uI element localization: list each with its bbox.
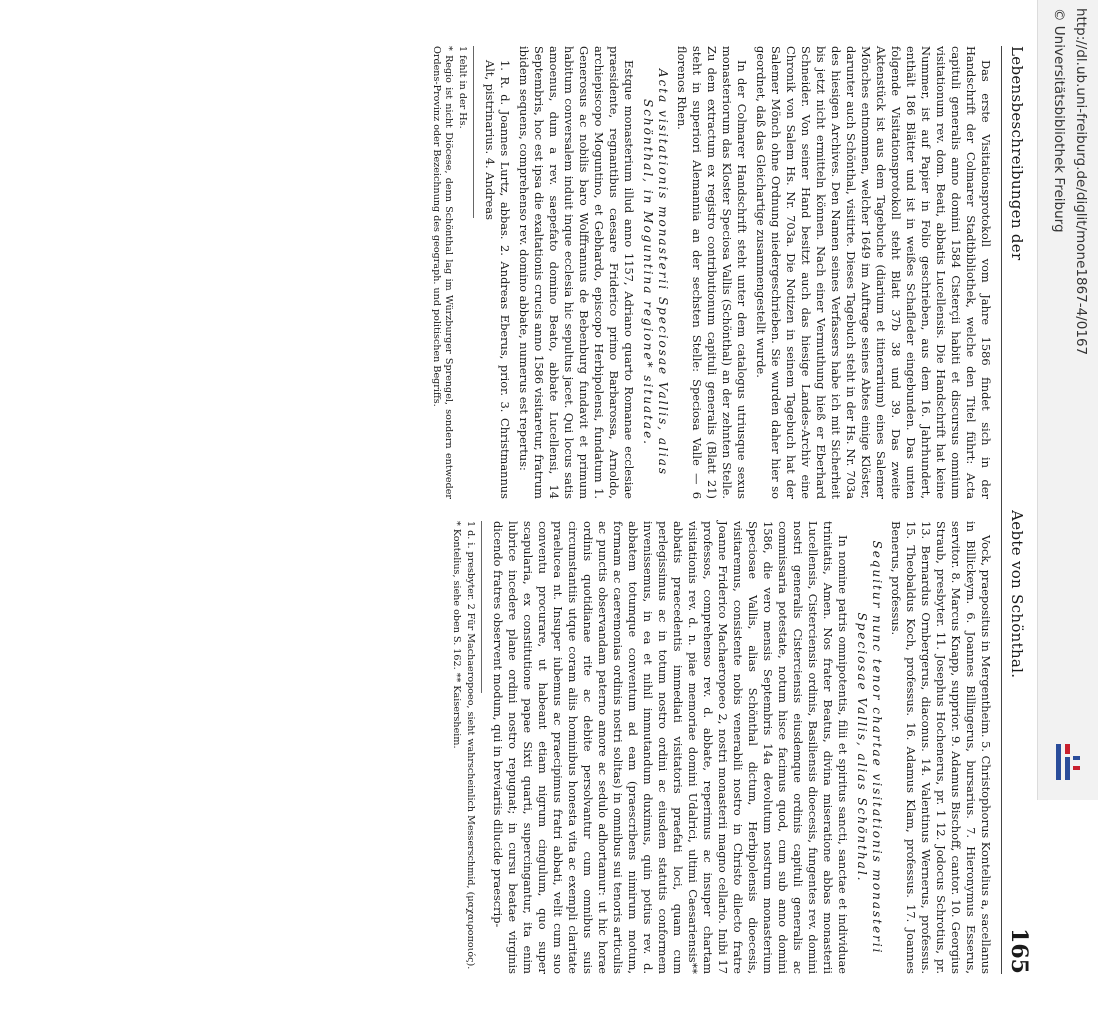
- page-number: 165: [1006, 928, 1032, 974]
- section-heading: Acta visitationis monasterii Speciosae Vallis, alias Schönthal, in Moguntina regione* situatae.: [641, 68, 670, 477]
- footnote: * Regio ist nicht Diöcese, denn Schönthal lag im Würzburger Sprengel, sondern entweder Ordens-Provinz oder Bezeichnung des geograph. und politischen Begriffs.: [431, 46, 454, 499]
- running-head-right: Aebte von Schönthal.: [1008, 510, 1026, 679]
- running-head: [1001, 46, 1032, 974]
- sidebar-text: [1048, 8, 1092, 355]
- book-page: [278, 10, 1038, 1010]
- text-columns: [428, 46, 993, 974]
- footnote: * Kontelius, siehe oben S. 162. ** Kaisersheim.: [451, 521, 462, 749]
- library-sidebar: [1037, 0, 1098, 800]
- footnote: 1 fehlt in der Hs.: [457, 46, 468, 129]
- copyright-notice: © Universitätsbibliothek Freiburg: [1051, 8, 1067, 233]
- footnotes: [430, 46, 468, 499]
- left-column: [428, 46, 993, 499]
- paragraph: In nomine patris omnipotentis, filii et spiritus sancti, sanctae et individuae trinitatis, Amen. Nos frater Beatus, divina miseratione abbas monasterii Lucellensis, Cisterciensis ordinis, Basiliensis dioecesis, fungentes rev. domini nostri generalis Cisterciensis eiusdemque ordinis capituli generalis ac commissaria potestate, notum hisce facimus quod, cum sub anno domini 1586, die vero mensis Septembris 14a devolutum nostrum monasterium Speciosae Vallis, alias Schönthal dictum, Herbipolensis dioecesis, visitaremus, consistente nobis venerabili nostro in Christo dilecto fratre Joanne Friderico Machaeropoeo 2, nostri monasterii magno cellario. Inibi 17 professos, comprehenso rev. d. abbate, reperimus ac insuper chartam visitationis rev. d. n. piae memoriae domini Udalrici, ultimi Caesariensis** abbatis praecedentis immediati visitatoris praefati loci, quam cum perlegissimus ac in totum nostro ordini ac eiusdem statutis conformem invenissemus, in ea et nihil immutandum duximus, quin potius rev. d. abbatem totumque conventum ad eam (praescribens nimirum motum, formam ac caeremonias ordinis nostri solitas) in omnibus sui tenoris articulis ac punctis observandam paterno amore ac sedulo adhortamur: ut hic horae ordinis quotidianae rite ac debite persolvantur cum omnibus suis circumstantiis utque coram aliis hominibus honesta vita ac exempli claritate praelucea nt. Insuper iubemus ac praecipimus fratri abbati, velit cum suo conventu procurare, ut habeant etiam nigrum cingulum, quo super scapularia, ex constitutione papae Sixti quarti, supercingantur, ita enim lubrice incedere plane ordini nostro repugnat; in cursu beatae virginis dicendo fratres observent modum, qui in breviariis dilucide praescrip-: [491, 521, 850, 974]
- section-heading: Sequitur nunc tenor chartae visitationis monasterii Speciosae Vallis, alias Schönthal.: [855, 540, 884, 955]
- paragraph: In der Colmarer Handschrift steht unter dem catalogus utriusque sexus monasteriorum das Kloster Speciosa Vallis (Schönthal) an der zehnten Stelle. Zu dem extractum ex registro contributionum capituli generalis (Blatt 21) steht in superiori Alemannia an der sechsten Stelle: Speciosa Valle — 6 florenos Rhen.: [675, 46, 749, 499]
- footnote-divider: [473, 46, 474, 218]
- paragraph: Estque monasterium illud anno 1157, Adriano quarto Romanae ecclesiae praesidente, regnantibus caesare Friderico primo Barbarossa, Arnoldo, archiepiscopo Moguntino, et Gebhardo, episcopo Herbipolensi, fundatum 1. Generosus ac nobilis baro Wolffrannus de Bebenburg fundavit et primum habitum conversalem induit inque ecclesia hic sepultus jacet. Qui locus satis amoenus, dum a rev. saepefato domino Beato, abbate Lucellensi, 14 Septembris, hoc est ipsa die exaltationis crucis anno 1586 visitaretur, fratrum ibidem sequens, comprehenso rev. domino abbate, numerus est repertus:: [517, 46, 636, 499]
- footnote: 1 d. i. presbyter. 2 Für Machaeropoeo, sieht wahrscheinlich Messerschmid, (μαχαιροποιός).: [465, 521, 476, 970]
- paragraph: Vock, praepositus in Mergentheim. 5. Christophorus Kontelius a, sacellanus in Billickeym. 6. Joannes Billingerus, bursarius. 7. Hieronymus Esserus, servitor. 8. Marcus Knapp, supprior. 9. Adamus Bischoff, cantor. 10. Georgius Straub, presbyter. 11. Josephus Hochenerus, pr. 1 12. Jodocus Schrotius, pr. 13. Bernardus Ornbergerus, diaconus. 14. Valentinus Wernerus, professus. 15. Theobaldus Koch, professus. 16. Adamus Klam, professus. 17. Joannes Benerus, professus.: [889, 521, 993, 974]
- right-column: [428, 521, 993, 974]
- footnotes: [450, 521, 476, 974]
- list-item: 1. R. d. Joannes Lurtz, abbas. 2. Andreas Eberus, prior. 3. Christmannus Alt, pistrinarius. 4. Andreas: [483, 60, 512, 499]
- running-head-left: Lebensbeschreibungen der: [1008, 46, 1026, 261]
- source-url-link[interactable]: http://dl.ub.uni-freiburg.de/diglit/mone1867-4/0167: [1073, 8, 1089, 356]
- university-library-logo-icon: [1052, 742, 1082, 782]
- footnote-divider: [481, 521, 482, 693]
- paragraph: Das erste Visitationsprotokoll vom Jahre 1586 findet sich in der Handschrift der Colmarer Stadtbibliothek, welche den Titel führt: Acta capituli generalis anno domini 1584 Cisterçii habiti et discursus omnium visitationum rev. dom. Beati, abbatis Lucellensis. Die Handschrift hat keine Nummer, ist auf Papier in Folio geschrieben, aus dem 16. Jahrhundert, enthält 186 Blätter und ist in weißes Schafleder eingebunden. Das unten folgende Visitationsprotokoll steht Blatt 37b 38 und 39. Das zweite Aktenstück ist aus dem Tagebuche (diarium et itinerarium) eines Salemer Mönches entnommen, welcher 1649 im Auftrage seines Abtes einige Klöster, darunter auch Schönthal, visitirte. Dieses Tagebuch steht in der Hs. Nr. 703a des hiesigen Archives. Den Namen seines Verfassers habe ich mit Sicherheit bis jetzt nicht ermitteln können. Nach einer Vermuthung hieß er Eberhard Schneider. Von seiner Hand besitzt auch das hiesige Landes-Archiv eine Chronik von Salem Hs. Nr. 703a. Die Notizen in seinem Tagebuch hat der Salemer Mönch ohne Ordnung niedergeschrieben. Sie wurden daher hier so geordnet, daß das Gleichartige zusammengestellt wurde.: [754, 46, 993, 499]
